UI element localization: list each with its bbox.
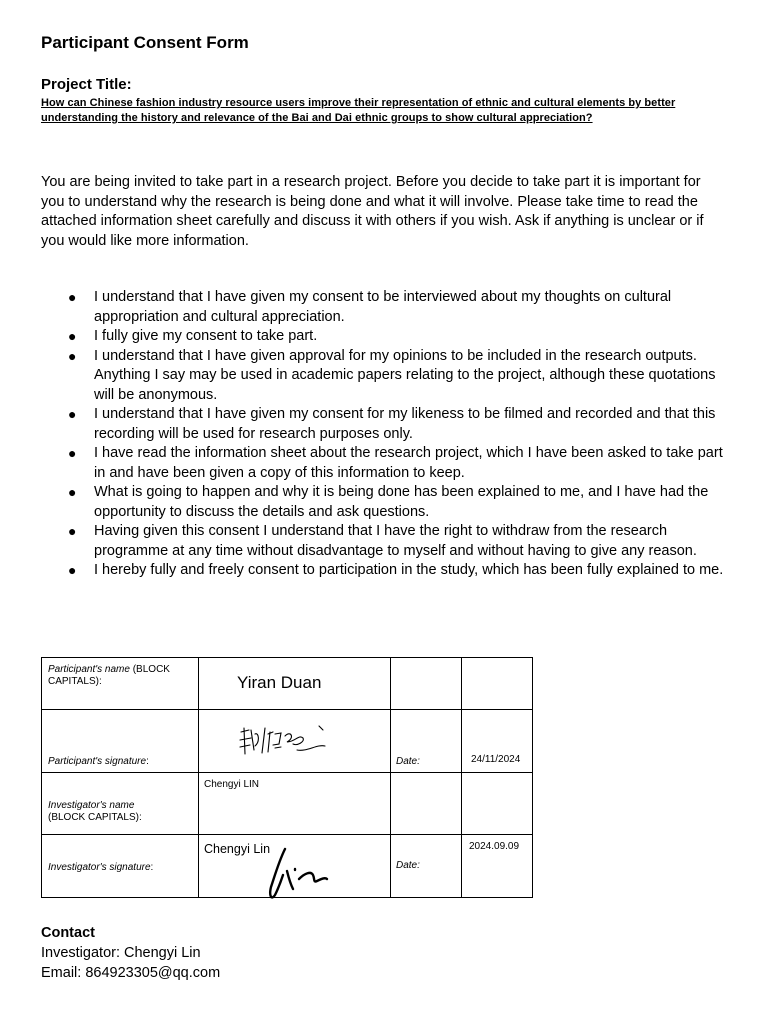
consent-statement (41, 288, 731, 327)
investigator-signature-image (265, 845, 335, 907)
consent-statement (41, 483, 731, 522)
bullet-icon: ● (68, 289, 77, 305)
investigator-signature-typed: Chengyi Lin (204, 842, 271, 856)
statement-text: I understand that I have given approval for my opinions to be included in the research outputs. Anything I say may be used in academic papers relating to the project, although these quotations will be anonymous. (94, 347, 716, 403)
signature-table (41, 657, 533, 898)
investigator-date-value: 2024.09.09 (469, 841, 520, 852)
contact-email: Email: 864923305@qq.com (41, 965, 221, 981)
bullet-icon: ● (68, 347, 77, 364)
investigator-date-label-cell (391, 835, 462, 898)
consent-statements-list (41, 288, 731, 581)
participant-name-label-cell (42, 658, 199, 710)
investigator-name-value: Chengyi LIN (204, 779, 260, 790)
participant-date-label-cell (391, 710, 462, 773)
empty-cell (391, 658, 462, 710)
consent-statement (41, 405, 731, 444)
bullet-icon: ● (68, 484, 77, 500)
participant-name-cell (199, 658, 391, 710)
consent-statement (41, 347, 731, 406)
investigator-name-label-suffix: (BLOCK CAPITALS): (48, 812, 142, 823)
statement-text: Having given this consent I understand that I have the right to withdraw from the research programme at any time without disadvantage to myself and without having to give any reason. (94, 523, 697, 559)
participant-name-value: Yiran Duan (237, 673, 322, 692)
consent-statement (41, 327, 731, 347)
bullet-icon: ● (68, 562, 77, 578)
investigator-name-cell (199, 773, 391, 835)
investigator-signature-cell (199, 835, 391, 898)
bullet-icon: ● (68, 523, 77, 539)
investigator-signature-label: Investigator's signature (48, 862, 151, 873)
investigator-signature-colon: : (150, 862, 154, 873)
participant-signature-label: Participant's signature (48, 756, 147, 767)
investigator-signature-label-cell (42, 835, 199, 898)
form-title: Participant Consent Form (41, 33, 249, 52)
consent-statement (41, 522, 731, 561)
project-title-label: Project Title: (41, 76, 132, 93)
participant-name-label-suffix: (BLOCK CAPITALS): (48, 664, 170, 687)
bullet-icon: ● (68, 406, 77, 422)
statement-text: I hereby fully and freely consent to participation in the study, which has been fully explained to me. (94, 562, 724, 578)
participant-date-cell (462, 710, 533, 773)
participant-date-value: 24/11/2024 (471, 754, 521, 765)
date-label: Date: (396, 756, 420, 767)
bullet-icon: ● (68, 445, 77, 461)
investigator-date-cell (462, 835, 533, 898)
statement-text: What is going to happen and why it is being done has been explained to me, and I have had the opportunity to discuss the details and ask questions. (94, 484, 709, 520)
empty-cell (462, 773, 533, 835)
participant-signature-colon: : (146, 756, 149, 767)
statement-text: I fully give my consent to take part. (94, 328, 318, 344)
investigator-name-label-cell (42, 773, 199, 835)
empty-cell (391, 773, 462, 835)
participant-signature-cell (199, 710, 391, 773)
contact-heading: Contact (41, 925, 95, 941)
statement-text: I understand that I have given my consent for my likeness to be filmed and recorded and that this recording will be used for research purposes only. (94, 406, 716, 442)
statement-text: I have read the information sheet about the research project, which I have been asked to take part in and have been given a copy of this information to keep. (94, 445, 723, 481)
participant-name-label: Participant's name (48, 664, 130, 675)
intro-paragraph: You are being invited to take part in a research project. Before you decide to take part it is important for you to understand why the research is being done and what it will involve. Please take time to read the attached information sheet carefully and discuss it with others if you wish. Ask if anything is unclear or if you would like more information. (41, 174, 704, 249)
consent-statement (41, 561, 731, 581)
consent-statement (41, 444, 731, 483)
investigator-name-label: Investigator's name (48, 800, 135, 811)
date-label: Date: (396, 860, 420, 871)
contact-investigator: Investigator: Chengyi Lin (41, 945, 201, 961)
bullet-icon: ● (68, 328, 77, 344)
contact-section (41, 923, 220, 983)
statement-text: I understand that I have given my consent to be interviewed about my thoughts on cultural appropriation and cultural appreciation. (94, 289, 672, 325)
participant-signature-label-cell (42, 710, 199, 773)
project-title-text: How can Chinese fashion industry resource users improve their representation of ethnic and cultural elements by better understanding the history and relevance of the Bai and Dai ethnic groups to show cultural appreciation? (41, 97, 676, 124)
empty-cell (462, 658, 533, 710)
participant-signature-image (235, 720, 335, 760)
